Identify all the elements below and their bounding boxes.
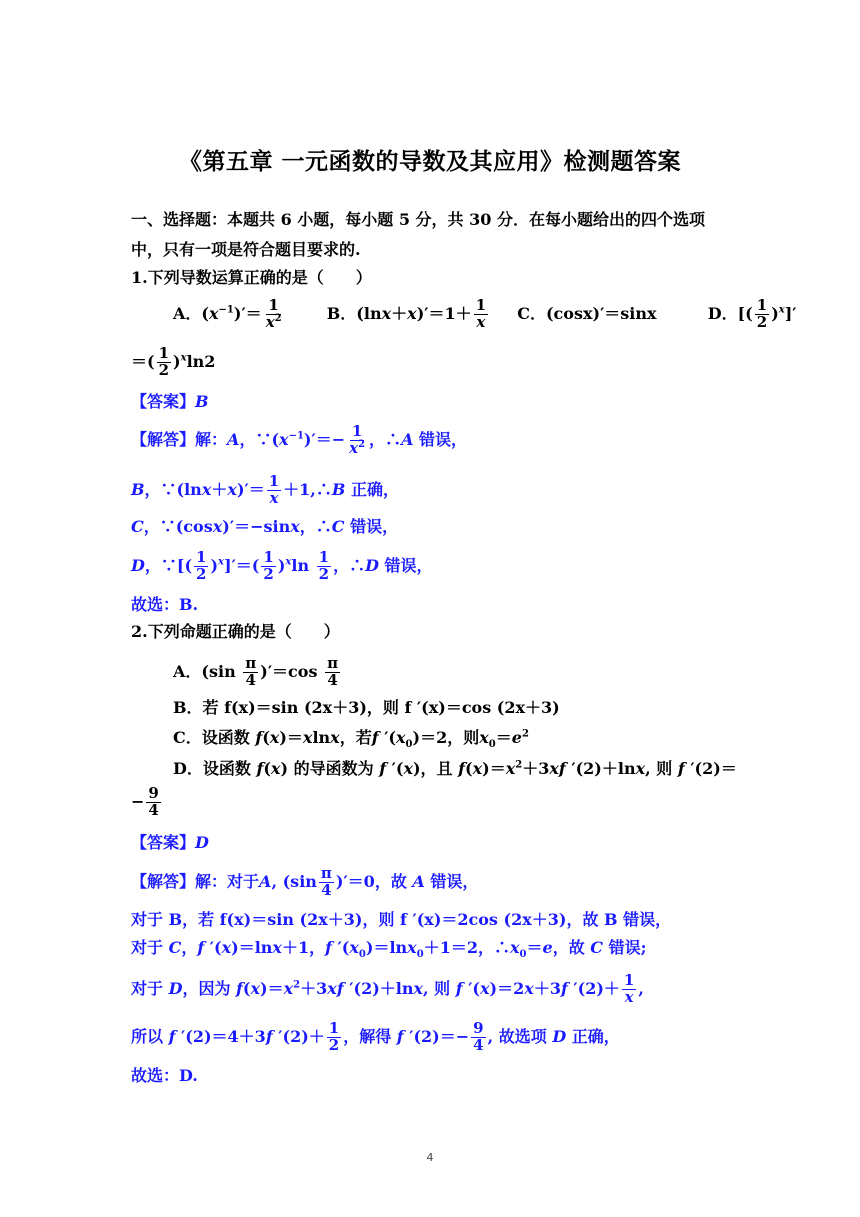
q1-answer-value: B [195, 392, 209, 411]
q2-option-b: B．若 f(x)＝sin (2x＋3)，则 f ′(x)＝cos (2x＋3) [173, 698, 560, 717]
q1-option-d: [( $\frac{1}{2}$ )$^x$]′ [737, 296, 797, 331]
q1-options-row [173, 298, 797, 331]
q1-option-a: $(x^{-1})'=$ $\frac{1}{x^2}$ [201, 296, 282, 331]
q2-solution-conclusion: 所以 f ′(2)＝4＋3f ′(2)＋ $\frac{1}{2}$ ，解得 f ′(2)＝− $\frac{9}{4}$ , 故选项 D 正确， [131, 1019, 620, 1054]
q2-option-a: A．(sin $\frac{\pi}{4}$ )′＝cos $\frac{\pi}{4}$ [173, 654, 339, 689]
q1-option-d-label: D． [707, 303, 738, 323]
q1-stem: 1.下列导数运算正确的是（ ） [131, 268, 372, 287]
q1-option-d-cont: ＝( $\frac{1}{2}$ )$^x$ln2 [131, 344, 216, 379]
q1-solution-d: D，∵[( $\frac{1}{2}$ )$^x$]′＝( $\frac{1}{2}$ )$^x$ln $\frac{1}{2}$ ，∴D 错误， [131, 548, 433, 583]
solution-label: 【解答】 [131, 429, 196, 449]
q1-option-a-label: A． [173, 303, 202, 323]
page-number: 4 [426, 1151, 434, 1164]
q1-choose: 故选：B. [131, 595, 199, 614]
q1-option-c-label: C． [517, 303, 546, 323]
q2-solution-d: 对于 D，因为 $f(x)=x^2+3xf$ ′(2)＋lnx, 则 f ′(x)＝2x＋3f ′(2)＋ $\frac{1}{x}$ , [131, 971, 644, 1006]
q1-option-b: (lnx＋x)′＝1＋ $\frac{1}{x}$ [356, 296, 487, 331]
section-instruction: 一、选择题：本题共 6 小题，每小题 5 分，共 30 分．在每小题给出的四个选项 [131, 210, 705, 229]
q1-solution-b: B，∵(lnx＋x)′＝ $\frac{1}{x}$ ＋1,∴B 正确， [131, 472, 399, 507]
q2-stem: 2.下列命题正确的是（ ） [131, 622, 340, 641]
q1-option-b-label: B． [326, 303, 357, 323]
q2-choose: 故选：D. [131, 1066, 198, 1085]
q2-option-d: D．设函数 f(x) 的导函数为 f ′(x)，且 $f(x)=x^2+3xf$ ′(2)＋lnx, 则 f ′(2)＝ [173, 759, 737, 778]
q1-solution-a: 【解答】解：A，$\because(x^{-1})'=-$ $\frac{1}{x^2}$ ，∴A 错误， [131, 422, 468, 457]
q2-solution-c: 对于 C，f ′(x)＝lnx＋1，f $'(x_0)=\ln x_0+1=2$，$\therefore x_0=e$，故 C 错误; [131, 938, 647, 961]
q1-answer [131, 390, 209, 414]
q1-option-c: (cosx)′＝sinx [545, 303, 657, 323]
q2-answer-value: D [195, 833, 209, 852]
q2-solution-a: 【解答】解：对于A, (sin $\frac{\pi}{4}$ )′＝0，故 A 错误， [131, 864, 479, 899]
section-instruction-cont: 中，只有一项是符合题目要求的. [131, 240, 361, 259]
page-title: 《第五章 一元函数的导数及其应用》检测题答案 [178, 148, 681, 175]
answer-label: 【答案】 [131, 392, 196, 411]
q2-answer: 【答案】D [131, 833, 209, 852]
q2-option-c: C．设函数 f(x)＝xlnx，若f $'(x_0)=2$，则$x_0=e^2$ [173, 728, 529, 751]
q2-option-d-cont: − $\frac{9}{4}$ [131, 784, 159, 819]
q1-solution-c: C，∵(cosx)′＝−sinx，∴C 错误， [131, 517, 399, 536]
q2-solution-b: 对于 B，若 f(x)＝sin (2x＋3)，则 f ′(x)＝2cos (2x＋3)，故 B 错误， [131, 910, 672, 929]
